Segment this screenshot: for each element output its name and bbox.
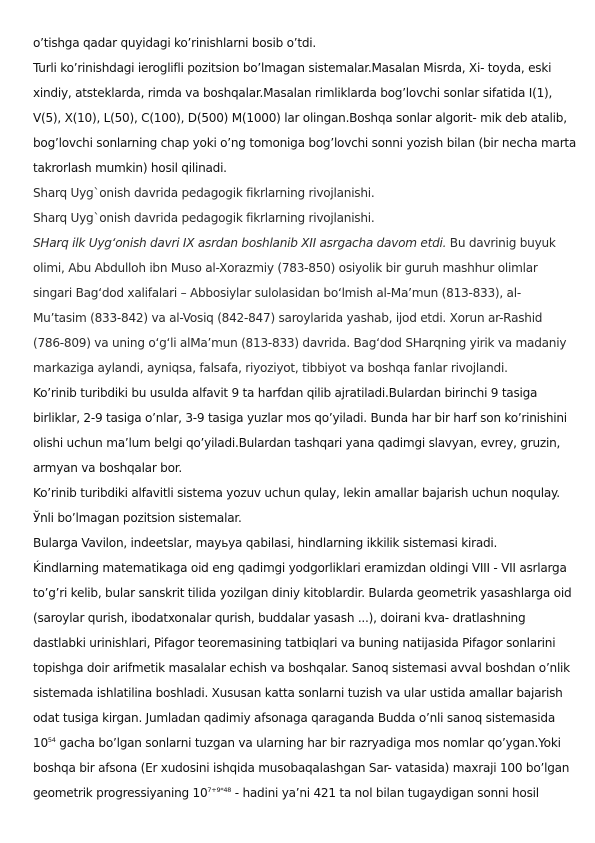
text-line-24: (saroylar qurish, ibodatxonalar qurish, buddalar yasash ...), doirani kva- dratlashning (33, 611, 526, 625)
text-line-3: xindiy, atsteklarda, rimda va boshqalar.Masalan rimliklarda bog’lovchi sonlar sifatida I(1), (33, 86, 553, 100)
section-heading-2: Sharq Uyg`onish davrida pedagogik fikrlarning rivojlanishi. (33, 211, 375, 225)
text-line-28: odat tusiga kirgan. Jumladan qadimiy afsonaga qaraganda Budda o’nli sanoq sistemasida (33, 711, 555, 725)
text-line-2: Turli ko’rinishdagi ieroglifli pozitsion bo’lmagan sistemalar.Masalan Misrda, Xi- toyda, eski (33, 61, 552, 75)
text-line-4: V(5), X(10), L(50), C(100), D(500) M(1000) lar olingan.Boshqa sonlar algorit- mik deb atalib, (33, 111, 567, 125)
text-line-10: olimi, Abu Abdulloh ibn Muso al-Xorazmiy (783-850) osiyolik bir guruh mashhur olimlar (33, 261, 538, 275)
text-line-11: singari Bag‘dod xalifalari – Abbosiylar sulolasidan bo‘lmish al-Ma’mun (813-833), al- (33, 286, 521, 300)
text-line-30: boshqa bir afsona (Er xudosini ishqida musobaqalashgan Sar- vatasida) maxraji 100 bo’lgan (33, 761, 570, 775)
text-line-27: sistemada ishlatilina boshladi. Xususan katta sonlarni tuzish va ular ustida amallar bajarish (33, 686, 563, 700)
text-line-26: topishga doir arifmetik masalalar echish va boshqalar. Sanoq sistemasi avval boshdan o’nlik (33, 661, 570, 675)
text-line-18: armyan va boshqalar bor. (33, 461, 182, 475)
text-line-17: olishi uchun ma’lum belgi qo’yiladi.Bulardan tashqari yana qadimgi slavyan, evrey, gruzin, (33, 436, 561, 450)
text-line-9 (33, 236, 556, 250)
progression-exponent: 7+9*48 (207, 786, 232, 794)
text-line-23: to’g’ri kelib, bular sanskrit tilida yozilgan diniy kitoblardir. Bularda geometrik yasashlarga oid (33, 586, 572, 600)
power-base: 10 (33, 736, 48, 750)
text-line-6: takrorlash mumkin) hosil qilinadi. (33, 161, 227, 175)
text-line-31 (33, 786, 539, 800)
text-line-13: (786-809) va uning o‘g‘li alMa’mun (813-833) davrida. Bag‘dod SHarqning yirik va madaniy (33, 336, 567, 350)
text-line-29 (33, 736, 561, 750)
text-line-19: Ko’rinib turibdiki alfavitli sistema yozuv uchun qulay, lekin amallar bajarish uchun noqulay. (33, 486, 560, 500)
text-line-15: Ko’rinib turibdiki bu usulda alfavit 9 ta harfdan qilib ajratiladi.Bulardan birinchi 9 tasiga (33, 386, 538, 400)
text-line-20: Ўnli bo’lmagan pozitsion sistemalar. (33, 511, 242, 525)
text-line-5: bog’lovchi sonlarning chap yoki o’ng tomoniga bog’lovchi sonni yozish bilan (bir necha marta (33, 136, 577, 150)
line-31-start: geometrik progressiyaning 10 (33, 786, 208, 800)
text-line-25: dastlabki urinishlari, Pifagor teoremasining tatbiqlari va buning natijasida Pifagor sonlarini (33, 636, 556, 650)
line-31-rest: - hadini ya’ni 421 ta nol bilan tugaydigan sonni hosil (231, 786, 539, 800)
italic-sentence: SHarq ilk Uyg‘onish davri IX asrdan boshlanib XII asrgacha davom etdi. (33, 236, 447, 250)
power-exponent: 54 (47, 736, 56, 744)
text-line-21: Bulаrga Vavilon, indeetslar, mayьya qabilasi, hindlarning ikkilik sistemasi kiradi. (33, 536, 498, 550)
text-line-22: Ḱindlarning matematikaga oid eng qadimgi yodgorliklari eramizdan oldingi VIII - VII asrlarga (33, 561, 567, 575)
line-29-rest: gacha bo’lgan sonlarni tuzgan va ularning har bir razryadiga mos nomlar qo’ygan.Yoki (55, 736, 561, 750)
text-line-1: o’tishga qadar quyidagi ko’rinishlarni bosib o’tdi. (33, 36, 316, 50)
text-line-16: birliklar, 2-9 tasiga o’nlar, 3-9 tasiga yuzlar mos qo’yiladi. Bunda har bir harf son ko’rinishini (33, 411, 567, 425)
section-heading-1: Sharq Uyg`onish davrida pedagogik fikrlarning rivojlanishi. (33, 186, 375, 200)
text-line-12: Mu’tasim (833-842) va al-Vosiq (842-847) saroylarida yashab, ijod etdi. Xorun ar-Rashid (33, 311, 543, 325)
line-9-rest: Bu davrinig buyuk (446, 236, 556, 250)
text-line-14: markaziga aylandi, ayniqsa, falsafa, riyoziyot, tibbiyot va boshqa fanlar rivojlandi. (33, 361, 508, 375)
